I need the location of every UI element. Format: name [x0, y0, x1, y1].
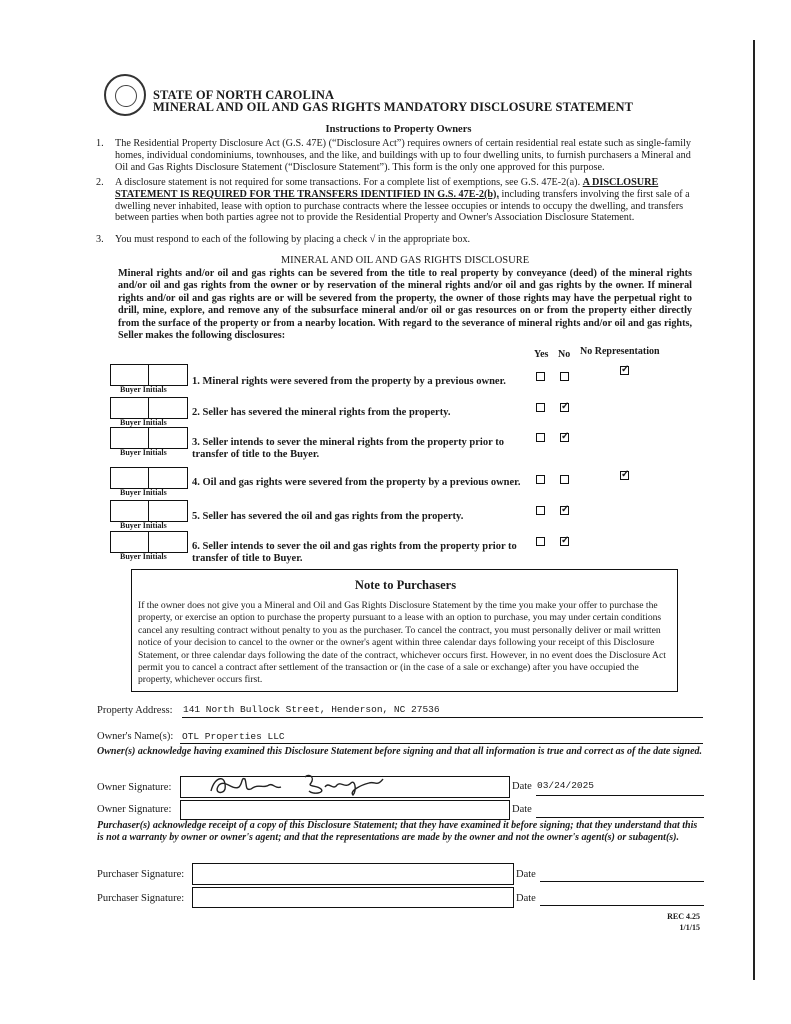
- no-checkbox[interactable]: ✓: [561, 431, 570, 442]
- form-revision-date: 1/1/15: [679, 923, 700, 932]
- purchaser-signature-field[interactable]: [192, 887, 514, 908]
- purchaser-date-line[interactable]: [540, 905, 704, 906]
- question-text: 2. Seller has severed the mineral rights from the property.: [192, 407, 451, 418]
- col-no-representation: No Representation: [580, 346, 660, 357]
- form-code: REC 4.25: [667, 912, 700, 921]
- buyer-initials-label: Buyer Initials: [120, 448, 167, 457]
- instruction-text: The Residential Property Disclosure Act (G.S. 47E) (“Disclosure Act”) requires owners of certain residential real estate such as single-family homes, individual condominiums, townhouses, and the like, and buildings with up to four dwelling units, to furnish purchasers a Mineral and Oil and Gas Rights Disclosure Statement (“Disclosure Statement”). This form is the only one approved for this purpose.: [115, 138, 691, 173]
- owner-names-label: Owner's Name(s):: [97, 731, 174, 742]
- owner-acknowledgment: Owner(s) acknowledge having examined this Disclosure Statement before signing and that all information is true and correct as of the date signed.: [97, 746, 703, 757]
- instruction-number: 1.: [96, 138, 104, 149]
- purchaser-signature-label: Purchaser Signature:: [97, 869, 185, 880]
- question-text: 3. Seller intends to sever the mineral rights from the property prior to transfer of title to the Buyer.: [192, 437, 504, 460]
- disclosure-paragraph: Mineral rights and/or oil and gas rights can be severed from the title to real property by conveyance (deed) of the mineral rights and/or oil and gas rights from the owner or by reservation of the mineral rights and/or oil and gas rights by the owner. If mineral rights and/or oil and gas rights are or will be severed from the property, the owner of those rights may have the perpetual right to drill, mine, explore, and remove any of the subsurface mineral and/or oil or gas resources on or from the property either directly from the surface of the property or from a nearby location. With regard to the severance of mineral rights and/or oil and gas rights, Seller makes the following disclosures:: [118, 268, 692, 342]
- question-text: 1. Mineral rights were severed from the property by a previous owner.: [192, 376, 506, 387]
- owner-names-value[interactable]: OTL Properties LLC: [182, 731, 285, 742]
- no-checkbox[interactable]: ✓: [561, 504, 570, 515]
- disclosure-heading: MINERAL AND OIL AND GAS RIGHTS DISCLOSURE: [280, 255, 530, 266]
- owner-signature-field[interactable]: [180, 776, 510, 798]
- owner-signature-label: Owner Signature:: [97, 782, 172, 793]
- buyer-initials-label: Buyer Initials: [120, 488, 167, 497]
- no-checkbox[interactable]: [560, 475, 569, 484]
- owner-date-label: Date: [512, 781, 532, 792]
- question-text: 5. Seller has severed the oil and gas rights from the property.: [192, 511, 464, 522]
- instruction-number: 3.: [96, 234, 104, 245]
- no-checkbox[interactable]: ✓: [561, 401, 570, 412]
- no-representation-checkbox[interactable]: ✓: [621, 364, 630, 375]
- yes-checkbox[interactable]: [536, 475, 545, 484]
- buyer-initials-box[interactable]: [110, 531, 188, 553]
- instruction-text-part: A disclosure statement is not required for some transactions. For a complete list of exemptions, see G.S. 47E-2(a).: [115, 177, 581, 188]
- form-title: MINERAL AND OIL AND GAS RIGHTS MANDATORY DISCLOSURE STATEMENT: [153, 100, 634, 114]
- buyer-initials-label: Buyer Initials: [120, 385, 167, 394]
- purchaser-acknowledgment: Purchaser(s) acknowledge receipt of a copy of this Disclosure Statement; that they have examined it before signing; that they understand that this is not a warranty by owner or owner's agent; and that the representations are made by the owner and not the owner's agent(s) or subagent(s).: [97, 820, 698, 843]
- instructions-heading: Instructions to Property Owners: [325, 124, 472, 135]
- purchaser-date-line[interactable]: [540, 881, 704, 882]
- property-address-line: [182, 717, 703, 718]
- nc-state-seal-icon: [104, 74, 146, 116]
- buyer-initials-box[interactable]: [110, 364, 188, 386]
- instruction-text: [115, 177, 701, 224]
- note-title: Note to Purchasers: [354, 578, 457, 592]
- instruction-text-part: including transfers involving the first sale of a dwelling never inhabited, lease with option to purchase contracts where the lessee occupies or intends to occupy the dwelling, and transfers between parties when both parties agree not to provide the Residential Property and Owner's Association Disclosure Statement.: [115, 188, 690, 224]
- owner-date-value[interactable]: 03/24/2025: [537, 780, 595, 791]
- owner-date-line: [536, 817, 704, 818]
- owner-date-line: [536, 795, 704, 796]
- purchaser-date-label: Date: [516, 869, 536, 880]
- yes-checkbox[interactable]: [536, 372, 545, 381]
- question-text: 6. Seller intends to sever the oil and gas rights from the property prior to transfer of title to Buyer.: [192, 541, 517, 564]
- no-checkbox[interactable]: ✓: [561, 535, 570, 546]
- property-address-label: Property Address:: [97, 705, 173, 716]
- purchaser-date-label: Date: [516, 893, 536, 904]
- purchaser-signature-label: Purchaser Signature:: [97, 893, 185, 904]
- buyer-initials-label: Buyer Initials: [120, 418, 167, 427]
- instruction-text: You must respond to each of the following by placing a check √ in the appropriate box.: [115, 234, 471, 245]
- buyer-initials-box[interactable]: [110, 397, 188, 419]
- instruction-number: 2.: [96, 177, 104, 188]
- buyer-initials-label: Buyer Initials: [120, 521, 167, 530]
- buyer-initials-box[interactable]: [110, 467, 188, 489]
- instruction-text-underlined: A DISCLOSURE STATEMENT IS REQUIRED FOR THE TRANSFERS IDENTIFIED IN G.S. 47E-2(b),: [115, 177, 659, 200]
- owner-signature-field[interactable]: [180, 800, 510, 820]
- purchaser-signature-field[interactable]: [192, 863, 514, 885]
- scan-edge-line: [753, 40, 755, 980]
- buyer-initials-box[interactable]: [110, 427, 188, 449]
- no-checkbox[interactable]: [560, 372, 569, 381]
- buyer-initials-label: Buyer Initials: [120, 552, 167, 561]
- col-no: No: [558, 349, 571, 360]
- owner-signature-label: Owner Signature:: [97, 804, 172, 815]
- owner-handwritten-signature: [205, 771, 405, 797]
- note-body: If the owner does not give you a Mineral and Oil and Gas Rights Disclosure Statement by the time you make your offer to purchase the property, or exercise an option to purchase the property pursuant to a lease with an option to purchase, you may under certain conditions cancel any resulting contract without penalty to you as the purchaser. To cancel the contract, you must personally deliver or mail written notice of your decision to cancel to the owner or the owner's agent within three calendar days following your receipt of this Disclosure Statement, or three calendar days following the date of the contract, whichever occurs first. However, in no event does the Disclosure Act permit you to cancel a contract after settlement of the transaction or (in the case of a sale or exchange) after you have occupied the property, whichever occurs first.: [138, 600, 666, 686]
- note-to-purchasers-box: [131, 569, 678, 692]
- question-text: 4. Oil and gas rights were severed from the property by a previous owner.: [192, 477, 521, 488]
- state-name: STATE OF NORTH CAROLINA: [153, 88, 335, 102]
- property-address-value[interactable]: 141 North Bullock Street, Henderson, NC 27536: [183, 704, 440, 715]
- col-yes: Yes: [534, 349, 549, 360]
- buyer-initials-box[interactable]: [110, 500, 188, 522]
- yes-checkbox[interactable]: [536, 506, 545, 515]
- owner-date-label: Date: [512, 804, 532, 815]
- owner-names-line: [180, 743, 703, 744]
- no-representation-checkbox[interactable]: ✓: [621, 469, 630, 480]
- yes-checkbox[interactable]: [536, 537, 545, 546]
- yes-checkbox[interactable]: [536, 433, 545, 442]
- yes-checkbox[interactable]: [536, 403, 545, 412]
